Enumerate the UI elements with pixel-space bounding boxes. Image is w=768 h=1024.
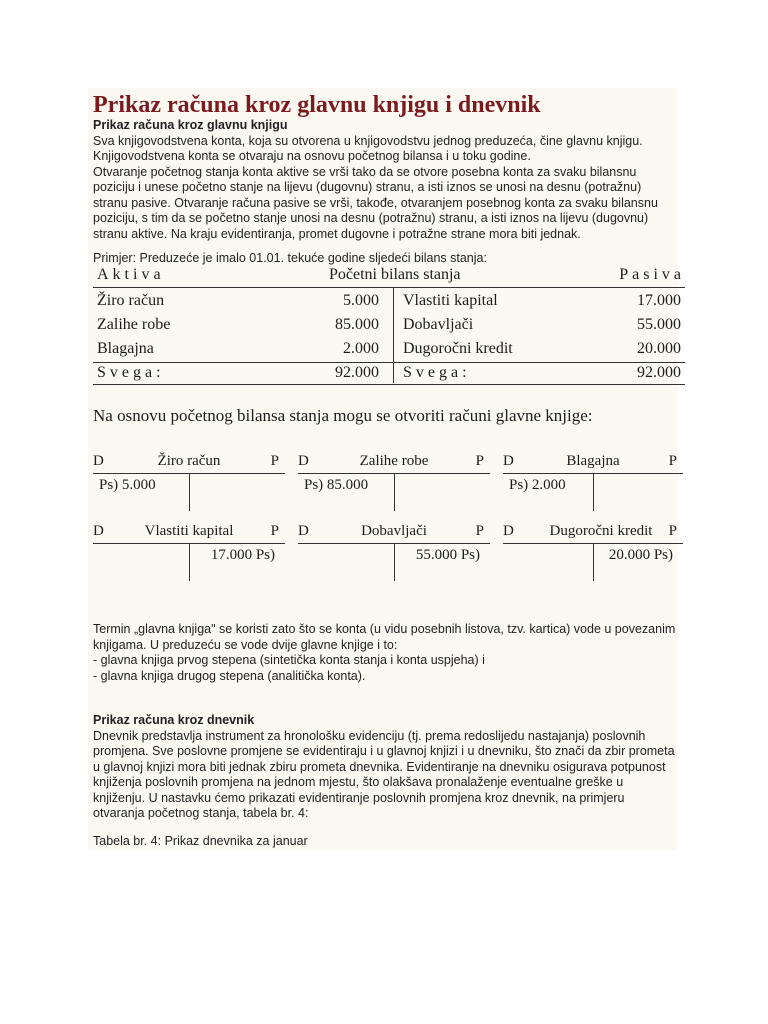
- t-vertical: [394, 543, 395, 581]
- paragraph-line: knjiženju. U nastavku ćemo prikazati evidentiranje poslovnih promjena kroz dnevnik, na primjeru: [93, 790, 625, 805]
- aktiva-row-name: Zalihe robe: [97, 316, 171, 333]
- t-vertical: [189, 543, 190, 581]
- paragraph-line: Sva knjigovodstvena konta, koja su otvorena u knjigovodstvu jednog preduzeća, čine glavnu knjigu.: [93, 133, 643, 148]
- t-vertical: [593, 543, 594, 581]
- t-account: [298, 523, 490, 583]
- page-title: Prikaz računa kroz glavnu knjigu i dnevnik: [93, 92, 541, 118]
- credit-value: 17.000 Ps): [210, 547, 275, 563]
- pasiva-row-name: Dobavljači: [403, 316, 474, 333]
- credit-label: P: [668, 523, 677, 539]
- account-name: Zalihe robe: [359, 453, 429, 469]
- t-account: [503, 523, 683, 583]
- pasiva-total-value: 92.000: [637, 364, 681, 381]
- section-glavna-knjiga: [93, 622, 678, 684]
- paragraph-line: otvaranja početnog stanja, tabela br. 4:: [93, 806, 309, 820]
- aktiva-total-label: Svega:: [97, 364, 165, 381]
- section-heading: Prikaz računa kroz dnevnik: [93, 713, 255, 727]
- aktiva-row-value: 5.000: [343, 292, 379, 309]
- debit-label: D: [93, 523, 104, 539]
- t-vertical: [394, 473, 395, 511]
- debit-value: Ps) 5.000: [99, 477, 156, 493]
- paragraph-line: Dnevnik predstavlja instrument za hronološku evidenciju (tj. prema redoslijedu nastajanja) poslovnih: [93, 728, 646, 743]
- aktiva-row-name: Blagajna: [97, 340, 154, 357]
- paragraph-line: Otvaranje početnog stanja konta aktive se vrši tako da se otvore posebna konta za svaku bilansnu: [93, 164, 637, 179]
- account-name: Vlastiti kapital: [144, 523, 234, 539]
- aktiva-row-name: Žiro račun: [97, 292, 165, 309]
- t-vertical: [189, 473, 190, 511]
- paragraph-line: - glavna knjiga prvog stepena (sintetička konta stanja i konta uspjeha) i: [93, 653, 485, 667]
- pasiva-row-name: Dugoročni kredit: [403, 340, 513, 357]
- credit-label: P: [475, 523, 484, 539]
- pasiva-row-name: Vlastiti kapital: [403, 292, 498, 309]
- debit-label: D: [93, 453, 104, 469]
- paragraph-line: poziciju, s tim da se početno stanje unosi na desnu (potražnu) stranu, a isti iznos na lijevu (dugovnu): [93, 211, 649, 225]
- paragraph-line: Knjigovodstvena konta se otvaraju na osnovu početnog bilansa i u toku godine.: [93, 149, 531, 163]
- paragraph-line: knjigama. U preduzeću se vode dvije glavne knjige i to:: [93, 637, 398, 652]
- section-intro: [93, 118, 678, 242]
- aktiva-row-value: 2.000: [343, 340, 379, 357]
- ledger-intro: Na osnovu početnog bilansa stanja mogu se otvoriti računi glavne knjige:: [93, 406, 593, 425]
- credit-label: P: [475, 453, 484, 469]
- pasiva-row-value: 20.000: [637, 340, 681, 357]
- aktiva-row-value: 85.000: [335, 316, 379, 333]
- document-page: [88, 88, 685, 850]
- table-caption: Tabela br. 4: Prikaz dnevnika za januar: [93, 834, 308, 848]
- paragraph-line: poziciju i unese početno stanje na lijevu (dugovnu) stranu, a isti iznos se unosi na desnu (potražnu): [93, 180, 642, 194]
- credit-label: P: [668, 453, 677, 469]
- balance-title: Početni bilans stanja: [329, 266, 461, 283]
- balance-sheet: [93, 268, 685, 388]
- aktiva-label: Aktiva: [97, 266, 165, 283]
- t-account: [93, 453, 285, 513]
- debit-label: D: [503, 453, 514, 469]
- example-line: Primjer: Preduzeće je imalo 01.01. tekuće godine sljedeći bilans stanja:: [93, 251, 487, 265]
- credit-value: 20.000 Ps): [608, 547, 673, 563]
- account-name: Žiro račun: [157, 453, 221, 469]
- account-name: Dobavljači: [361, 523, 427, 539]
- credit-label: P: [270, 523, 279, 539]
- debit-label: D: [503, 523, 514, 539]
- column-divider: [393, 287, 394, 383]
- bottom-divider: [93, 384, 685, 385]
- debit-value: Ps) 2.000: [509, 477, 566, 493]
- debit-label: D: [298, 523, 309, 539]
- pasiva-label: Pasiva: [619, 266, 685, 283]
- debit-label: D: [298, 453, 309, 469]
- t-account: [503, 453, 683, 513]
- section-heading: Prikaz računa kroz glavnu knjigu: [93, 118, 288, 132]
- pasiva-row-value: 55.000: [637, 316, 681, 333]
- paragraph-line: stranu pasive. Otvaranje računa pasive se vrši, takođe, otvaranjem posebnog konta za svaku bilansnu: [93, 195, 658, 210]
- paragraph-line: u glavnoj knjizi mora biti jednak zbiru prometa dnevnika. Evidentiranje na dnevniku osigurava potpunost: [93, 759, 666, 774]
- account-name: Blagajna: [566, 453, 620, 469]
- pasiva-total-label: Svega:: [403, 364, 471, 381]
- debit-value: Ps) 85.000: [304, 477, 369, 493]
- pasiva-row-value: 17.000: [637, 292, 681, 309]
- section-dnevnik: [93, 713, 678, 822]
- paragraph-line: knjiženja poslovnih promjena na jednom mjestu, što olakšava pronalaženje eventualne greške u: [93, 775, 624, 789]
- aktiva-total-value: 92.000: [335, 364, 379, 381]
- paragraph-line: stranu aktive. Na kraju evidentiranja, promet dugovne i potražne strane mora biti jednak.: [93, 226, 581, 241]
- credit-label: P: [270, 453, 279, 469]
- paragraph-line: promjena. Sve poslovne promjene se evidentiraju i u glavnoj knjizi i u dnevniku, što znači da zbir prometa: [93, 744, 675, 758]
- t-vertical: [593, 473, 594, 511]
- paragraph-line: - glavna knjiga drugog stepena (analitička konta).: [93, 668, 366, 683]
- paragraph-line: Termin „glavna knjiga" se koristi zato što se konta (u vidu posebnih listova, tzv. kartica) vode u povezanim: [93, 622, 676, 636]
- header-divider: [93, 287, 685, 288]
- t-account: [298, 453, 490, 513]
- total-divider: [93, 362, 685, 363]
- account-name: Dugoročni kredit: [549, 523, 653, 539]
- t-account: [93, 523, 285, 583]
- credit-value: 55.000 Ps): [415, 547, 480, 563]
